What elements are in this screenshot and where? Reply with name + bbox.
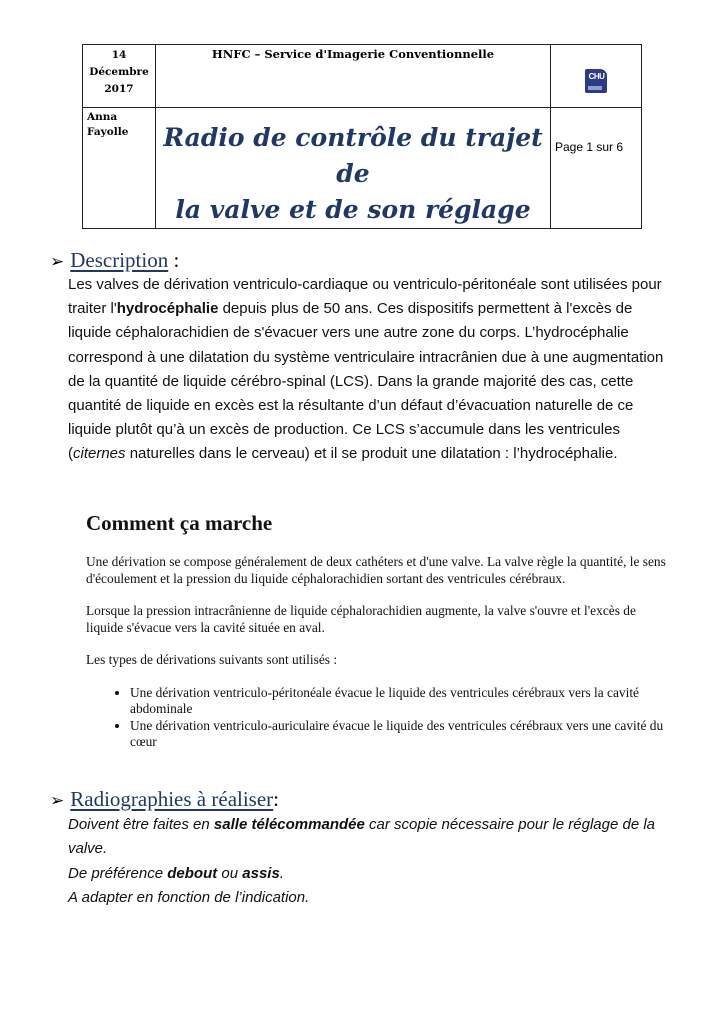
author-cell bbox=[83, 108, 156, 229]
date-month: Décembre bbox=[89, 66, 149, 78]
arrow-bullet-icon: ➢ bbox=[50, 791, 65, 810]
document-header-table bbox=[82, 44, 642, 229]
page-indicator: Page 1 sur 6 bbox=[551, 108, 642, 229]
description-heading: ➢ Description : bbox=[50, 248, 180, 272]
chu-logo-icon: CHU bbox=[585, 69, 607, 93]
how-it-works-section bbox=[86, 511, 666, 751]
how-paragraph-2: Lorsque la pression intracrânienne de liquide céphalorachidien augmente, la valve s'ouvre et l'excès de liquide s'évacue vers la cavité située en aval. bbox=[86, 603, 636, 635]
date-day: 14 bbox=[111, 49, 127, 61]
document-title: Radio de contrôle du trajet de la valve et de son réglage bbox=[156, 108, 551, 229]
date-year: 2017 bbox=[104, 83, 134, 95]
author-last-name: Fayolle bbox=[87, 126, 129, 138]
instruction-line-1: Doivent être faites en salle télécommandée car scopie nécessaire pour le réglage de la valve. bbox=[68, 816, 656, 858]
description-paragraph: Les valves de dérivation ventriculo-cardiaque ou ventriculo-péritonéale sont utilisées pour traiter l'hydrocéphalie depuis plus de 50 ans. Ces dispositifs permettent à l'excès de liquide céphalorachidien de s'évacuer vers une autre zone du corps. L’hydrocéphalie correspond à une dilatation du système ventriculaire intracrânien due à une augmentation de la quantité de liquide cérébro-spinal (LCS). Dans la grande majorité des cas, cette quantité de liquide en excès est la résultante d’un défaut d’évacuation naturelle de ce liquide plutôt qu’à un excès de production. Ce LCS s’accumule dans les ventricules (citernes naturelles dans le cerveau) et il se produit une dilatation : l’hydrocéphalie. bbox=[68, 276, 664, 463]
author-first-name: Anna bbox=[87, 111, 118, 123]
instruction-line-2: De préférence debout ou assis. bbox=[68, 864, 284, 882]
instruction-line-3: A adapter en fonction de l’indication. bbox=[68, 889, 310, 907]
radiographies-instructions bbox=[68, 813, 668, 911]
derivation-types-list bbox=[86, 685, 666, 751]
list-item: • Une dérivation ventriculo-auriculaire évacue le liquide des ventricules cérébraux vers une cavité du cœur bbox=[130, 718, 666, 751]
how-paragraph-1: Une dérivation se compose généralement de deux cathéters et d'une valve. La valve règle la quantité, le sens d'écoulement et la pression du liquide céphalorachidien sortant des ventricules cérébraux. bbox=[86, 554, 666, 586]
logo-cell bbox=[551, 45, 642, 108]
list-item: • Une dérivation ventriculo-péritonéale évacue le liquide des ventricules cérébraux vers la cavité abdominale bbox=[130, 685, 666, 718]
date-cell bbox=[83, 45, 156, 108]
how-paragraph-3: Les types de dérivations suivants sont utilisés : bbox=[86, 652, 338, 667]
arrow-bullet-icon: ➢ bbox=[50, 252, 65, 271]
service-name: HNFC – Service d'Imagerie Conventionnelle bbox=[156, 45, 551, 108]
how-it-works-heading: Comment ça marche bbox=[86, 511, 273, 535]
radiographies-heading: ➢ Radiographies à réaliser: bbox=[50, 787, 280, 811]
